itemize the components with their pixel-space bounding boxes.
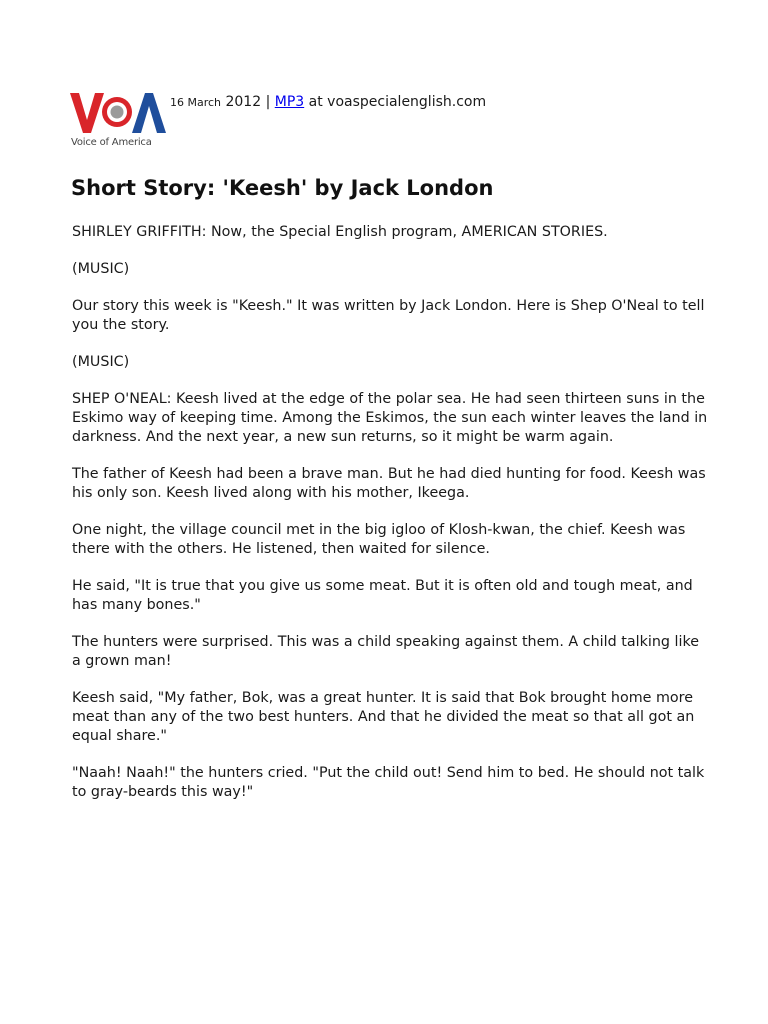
paragraph: Keesh said, "My father, Bok, was a great hunter. It is said that Bok brought home more meat than any of the two best hunters. And that he divided the meat so that all got an equal share." xyxy=(72,690,695,744)
paragraph: (MUSIC) xyxy=(72,261,130,277)
date-year: 2012 xyxy=(225,94,262,110)
logo-letter-v xyxy=(70,93,104,133)
header xyxy=(70,90,710,160)
dateline xyxy=(170,94,486,110)
source-text: at voaspecialenglish.com xyxy=(308,94,487,110)
mp3-link[interactable]: MP3 xyxy=(274,94,305,110)
paragraph: SHIRLEY GRIFFITH: Now, the Special English program, AMERICAN STORIES. xyxy=(72,224,608,240)
article-title: Short Story: 'Keesh' by Jack London xyxy=(71,176,494,200)
paragraph: The hunters were surprised. This was a child speaking against them. A child talking like a grown man! xyxy=(72,634,700,669)
date-day-month: 16 March xyxy=(170,96,222,109)
logo-dot xyxy=(111,106,124,119)
paragraph: SHEP O'NEAL: Keesh lived at the edge of the polar sea. He had seen thirteen suns in the Eskimo way of keeping time. Among the Eskimos, the sun each winter leaves the land in darkness. And the next year, a new sun returns, so it might be warm again. xyxy=(72,391,708,445)
paragraph: Our story this week is "Keesh." It was written by Jack London. Here is Shep O'Neal to tell you the story. xyxy=(72,298,705,333)
voa-logo-icon xyxy=(70,90,170,136)
logo-caption: Voice of America xyxy=(71,137,152,148)
paragraph: "Naah! Naah!" the hunters cried. "Put the child out! Send him to bed. He should not talk to gray-beards this way!" xyxy=(72,765,705,800)
dateline-separator: | xyxy=(265,94,271,110)
paragraph: He said, "It is true that you give us some meat. But it is often old and tough meat, and has many bones." xyxy=(72,578,693,613)
paragraph: The father of Keesh had been a brave man. But he had died hunting for food. Keesh was his only son. Keesh lived along with his mother, Ikeega. xyxy=(72,466,706,501)
logo-letter-a xyxy=(132,93,166,133)
paragraph: One night, the village council met in the big igloo of Klosh-kwan, the chief. Keesh was there with the others. He listened, then waited for silence. xyxy=(72,522,686,557)
article-body xyxy=(72,223,712,820)
paragraph: (MUSIC) xyxy=(72,354,130,370)
voa-logo xyxy=(70,90,170,152)
